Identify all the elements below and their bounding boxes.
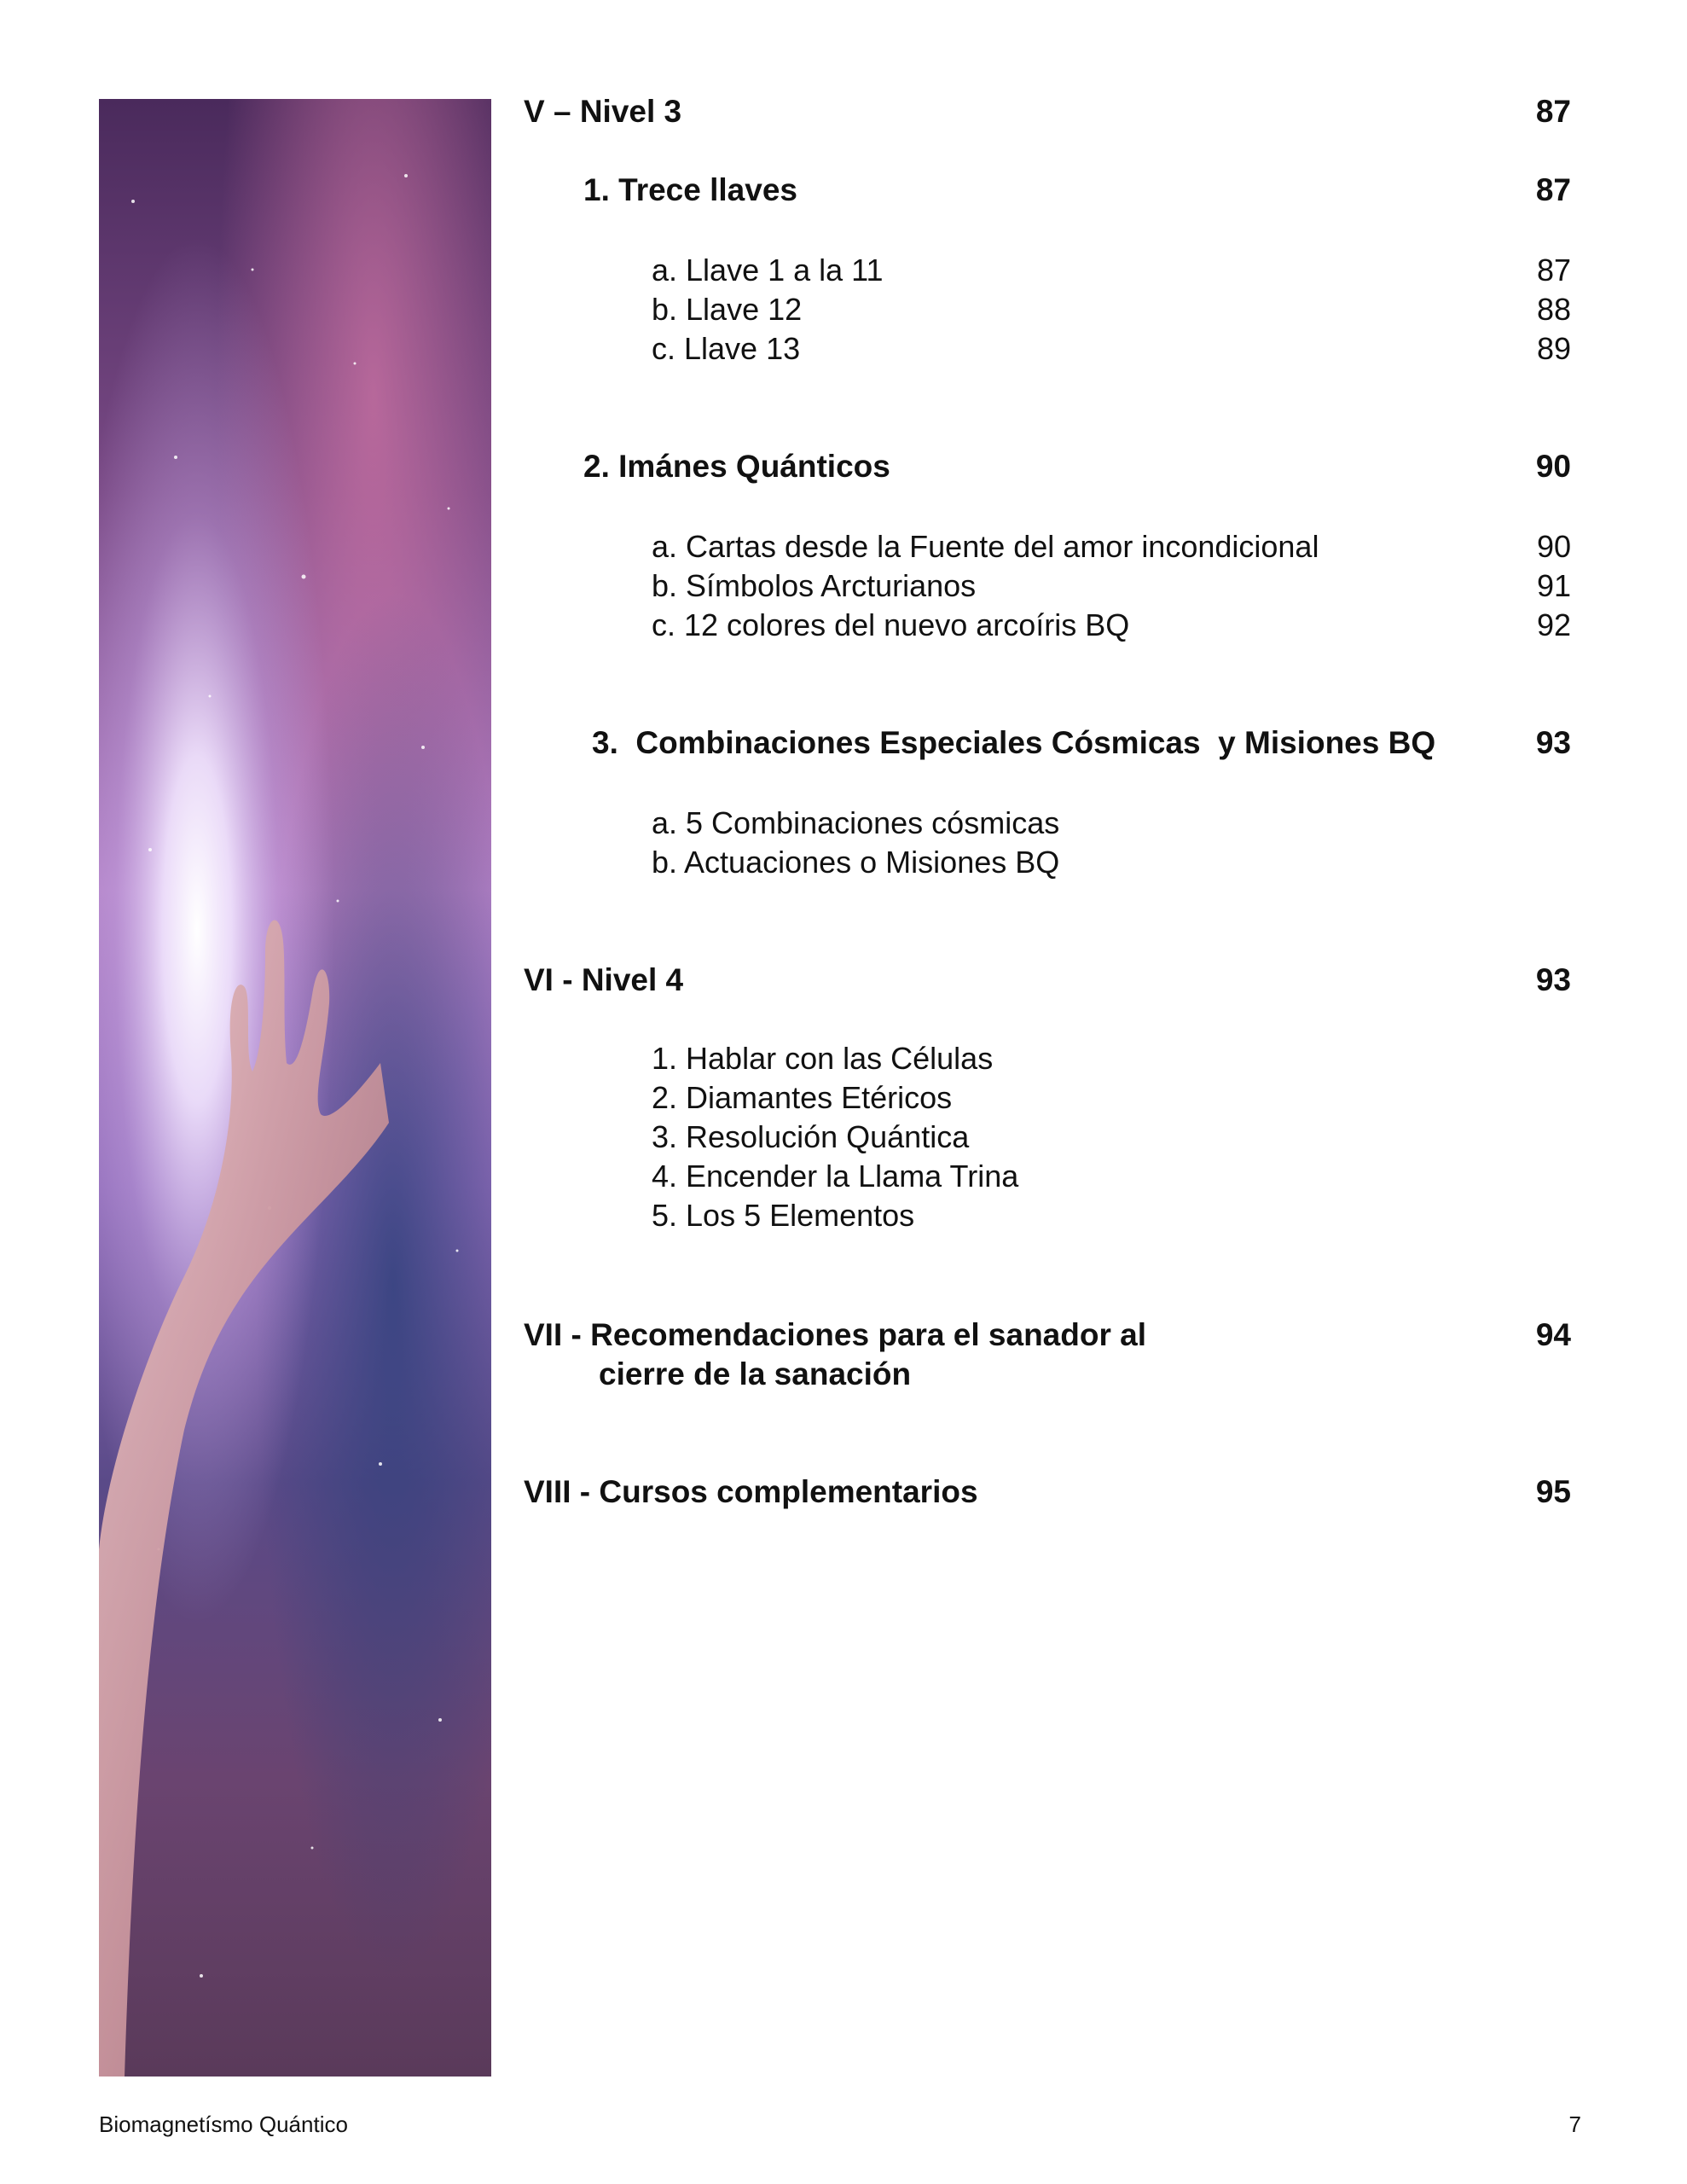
toc-entry-title: 5. Los 5 Elementos <box>652 1198 915 1233</box>
footer-book-title: Biomagnetísmo Quántico <box>99 2111 348 2137</box>
toc-entry-page: 92 <box>1536 607 1571 642</box>
toc-entry-hablar-celulas[interactable] <box>652 1039 1571 1078</box>
toc-entry-llama-trina[interactable] <box>652 1157 1571 1196</box>
toc-entry-title: a. Llave 1 a la 11 <box>652 253 884 288</box>
toc-entry-page: 90 <box>1536 529 1571 564</box>
toc-entry-title: V – Nivel 3 <box>524 94 682 129</box>
toc-entry-llave-12[interactable] <box>652 290 1571 329</box>
toc-entry-imanes-quanticos[interactable] <box>583 447 1571 486</box>
toc-entry-title: a. 5 Combinaciones cósmicas <box>652 805 1060 840</box>
toc-entry-title: 3. Resolución Quántica <box>652 1119 970 1154</box>
toc-entry-page: 93 <box>1535 962 1571 997</box>
toc-entry-title: b. Actuaciones o Misiones BQ <box>652 845 1060 880</box>
toc-entry-page: 93 <box>1535 725 1571 760</box>
toc-entry-title: 1. Hablar con las Células <box>652 1041 994 1076</box>
toc-entry-title: c. Llave 13 <box>652 331 801 366</box>
toc-entry-cartas-fuente[interactable] <box>652 527 1571 566</box>
toc-entry-page: 87 <box>1536 253 1571 288</box>
toc-entry-trece-llaves[interactable] <box>583 171 1571 210</box>
toc-entry-section-v[interactable] <box>524 92 1571 131</box>
toc-entry-simbolos-arcturianos[interactable] <box>652 566 1571 606</box>
toc-entry-title: 2. Diamantes Etéricos <box>652 1080 953 1115</box>
toc-entry-title-line2: cierre de la sanación <box>599 1356 912 1391</box>
toc-entry-title: b. Llave 12 <box>652 292 803 327</box>
toc-entry-title: VIII - Cursos complementarios <box>524 1474 978 1509</box>
toc-entry-resolucion-quantica[interactable] <box>652 1118 1571 1157</box>
toc-entry-page: 87 <box>1535 94 1571 129</box>
toc-entry-5-combinaciones[interactable] <box>652 804 1571 843</box>
toc-entry-page: 87 <box>1535 172 1571 207</box>
toc-entry-page: 91 <box>1536 568 1571 603</box>
toc-entry-actuaciones-misiones[interactable] <box>652 843 1571 882</box>
toc-entry-title: 1. Trece llaves <box>583 172 797 207</box>
toc-entry-title: 2. Imánes Quánticos <box>583 449 890 484</box>
toc-entry-12-colores[interactable] <box>652 606 1571 645</box>
toc-entry-llave-1-11[interactable] <box>652 251 1571 290</box>
toc-entry-section-vi[interactable] <box>524 961 1571 1000</box>
toc-entry-page: 89 <box>1536 331 1571 366</box>
toc-entry-title: 3. Combinaciones Especiales Cósmicas y Misiones BQ <box>592 725 1436 760</box>
toc-entry-title: VI - Nivel 4 <box>524 962 684 997</box>
toc-entry-llave-13[interactable] <box>652 329 1571 369</box>
footer-page-number: 7 <box>1568 2111 1581 2137</box>
toc-entry-title: 4. Encender la Llama Trina <box>652 1159 1019 1194</box>
toc-entry-title-line1: VII - Recomendaciones para el sanador al <box>524 1317 1146 1352</box>
toc-entry-title: b. Símbolos Arcturianos <box>652 568 977 603</box>
toc-entry-combinaciones-especiales[interactable] <box>592 723 1571 763</box>
toc-entry-5-elementos[interactable] <box>652 1196 1571 1235</box>
toc-entry-title: a. Cartas desde la Fuente del amor incondicional <box>652 529 1319 564</box>
toc-entry-section-vii[interactable] <box>524 1316 1571 1394</box>
toc-entry-page: 95 <box>1535 1474 1571 1509</box>
toc-entry-page: 90 <box>1535 449 1571 484</box>
toc-entry-page: 88 <box>1536 292 1571 327</box>
toc-entry-section-viii[interactable] <box>524 1472 1571 1512</box>
toc-entry-diamantes-etericos[interactable] <box>652 1078 1571 1118</box>
toc-entry-page: 94 <box>1535 1317 1571 1352</box>
toc-entry-title: c. 12 colores del nuevo arcoíris BQ <box>652 607 1130 642</box>
